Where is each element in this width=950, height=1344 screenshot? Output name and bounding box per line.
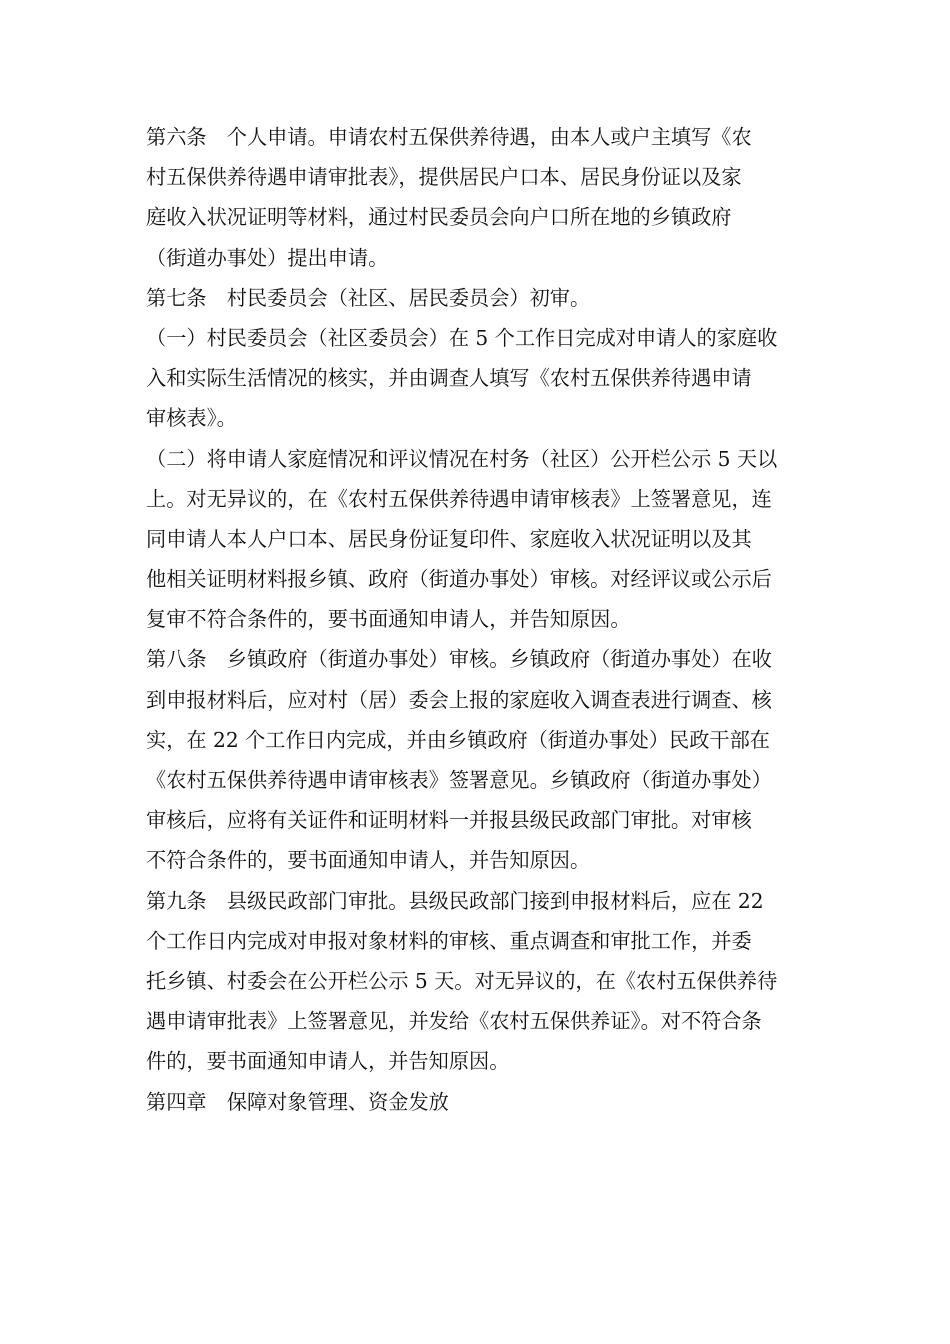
text-line: 第八条 乡镇政府（街道办事处）审核。乡镇政府（街道办事处）在收: [146, 647, 772, 672]
text-line: 不符合条件的，要书面通知申请人，并告知原因。: [146, 848, 591, 873]
text-line: 第七条 村民委员会（社区、居民委员会）初审。: [146, 285, 591, 310]
text-line: 上。对无异议的，在《农村五保供养待遇申请审核表》上签署意见，连: [146, 486, 772, 511]
text-line: 第六条 个人申请。申请农村五保供养待遇，由本人或户主填写《农: [146, 125, 752, 149]
text-line: （一）村民委员会（社区委员会）在 5 个工作日完成对申请人的家庭收: [146, 325, 778, 350]
text-line: 复审不符合条件的，要书面通知申请人，并告知原因。: [146, 607, 631, 632]
text-line: 到申报材料后，应对村（居）委会上报的家庭收入调查表进行调查、核: [146, 687, 772, 712]
text-line: 第九条 县级民政部门审批。县级民政部门接到申报材料后，应在 22: [146, 888, 764, 913]
text-line: 个工作日内完成对申报对象材料的审核、重点调查和审批工作，并委: [146, 928, 752, 953]
text-line: 遇申请审批表》上签署意见，并发给《农村五保供养证》。对不符合条: [146, 1009, 762, 1034]
text-line: 他相关证明材料报乡镇、政府（街道办事处）审核。对经评议或公示后: [146, 567, 772, 592]
text-line: 同申请人本人户口本、居民身份证复印件、家庭收入状况证明以及其: [146, 526, 752, 551]
text-line: 庭收入状况证明等材料，通过村民委员会向户口所在地的乡镇政府: [146, 205, 732, 230]
text-line: 审核后，应将有关证件和证明材料一并报县级民政部门审批。对审核: [146, 808, 752, 833]
text-line: 托乡镇、村委会在公开栏公示 5 天。对无异议的，在《农村五保供养待: [146, 968, 778, 993]
text-line: （二）将申请人家庭情况和评议情况在村务（社区）公开栏公示 5 天以: [146, 446, 778, 471]
text-line: 村五保供养待遇申请审批表》，提供居民户口本、居民身份证以及家: [146, 165, 742, 190]
chapter-heading: 第四章 保障对象管理、资金发放: [146, 1089, 449, 1114]
text-line: 审核表》。: [146, 406, 237, 431]
text-line: （街道办事处）提出申请。: [146, 245, 389, 270]
text-line: 实，在 22 个工作日内完成，并由乡镇政府（街道办事处）民政干部在: [146, 727, 770, 752]
document-body: [146, 117, 810, 1122]
text-line: 《农村五保供养待遇申请审核表》签署意见。乡镇政府（街道办事处）: [146, 768, 772, 792]
text-line: 入和实际生活情况的核实，并由调查人填写《农村五保供养待遇申请: [146, 366, 752, 391]
text-line: 件的，要书面通知申请人，并告知原因。: [146, 1049, 510, 1074]
